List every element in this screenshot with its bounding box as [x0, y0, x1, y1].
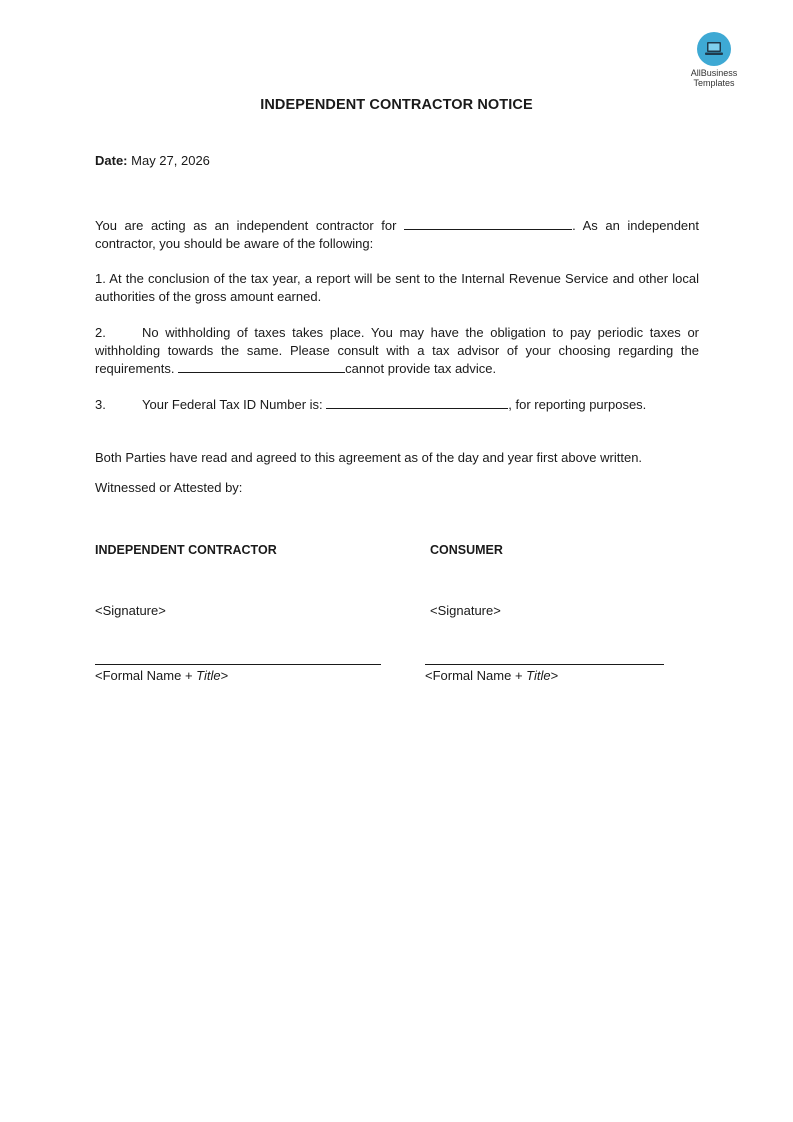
- intro-text-b: . As an independent contractor, you should be aware of the following:: [95, 218, 699, 251]
- right-formal-suffix: >: [550, 668, 559, 683]
- item-3-number: 3.: [95, 397, 106, 412]
- left-formal-suffix: >: [220, 668, 229, 683]
- tax-id-blank[interactable]: [326, 396, 508, 409]
- left-formal-name: [95, 668, 228, 683]
- logo-line1: AllBusiness: [690, 68, 738, 78]
- provider-name-blank[interactable]: [178, 360, 345, 373]
- right-formal-title: Title: [526, 668, 551, 683]
- item-3: [95, 396, 699, 414]
- left-formal-prefix: <Formal Name +: [95, 668, 197, 683]
- date-value: May 27, 2026: [131, 153, 210, 168]
- left-signature[interactable]: <Signature>: [95, 603, 166, 618]
- intro-text-a: You are acting as an independent contractor for: [95, 218, 397, 233]
- item-1: 1. At the conclusion of the tax year, a report will be sent to the Internal Revenue Service and other local authorities of the gross amount earned.: [95, 271, 699, 304]
- logo-badge: [697, 32, 731, 66]
- item-2-text-a: No withholding of taxes takes place. You may have the obligation to pay periodic taxes or withholding towards the same. Please consult with a tax advisor of your choosing regarding the requirements.: [95, 325, 699, 376]
- left-heading: INDEPENDENT CONTRACTOR: [95, 543, 277, 557]
- item-3-text-b: , for reporting purposes.: [508, 397, 647, 412]
- logo-line2: Templates: [693, 78, 735, 88]
- date-label: Date:: [95, 153, 128, 168]
- right-formal-name: [425, 668, 558, 683]
- contractor-for-blank[interactable]: [404, 217, 572, 230]
- left-formal-title: Title: [196, 668, 221, 683]
- document-title: INDEPENDENT CONTRACTOR NOTICE: [260, 97, 533, 113]
- item-2-text-b: cannot provide tax advice.: [345, 361, 497, 376]
- right-signature-line: [425, 664, 664, 665]
- laptop-icon: [704, 41, 724, 57]
- item-3-text-a: Your Federal Tax ID Number is:: [142, 397, 323, 412]
- agreement-text: Both Parties have read and agreed to this agreement as of the day and year first above written.: [95, 450, 643, 465]
- item-2-number: 2.: [95, 325, 106, 340]
- date-line: [95, 153, 210, 168]
- logo: [682, 32, 746, 88]
- item-2: [95, 324, 699, 378]
- right-signature[interactable]: <Signature>: [430, 603, 501, 618]
- right-heading: CONSUMER: [430, 543, 503, 557]
- left-signature-line: [95, 664, 381, 665]
- witness-text: Witnessed or Attested by:: [95, 480, 243, 495]
- intro-paragraph: [95, 217, 699, 253]
- logo-text: [682, 68, 746, 88]
- right-formal-prefix: <Formal Name +: [425, 668, 527, 683]
